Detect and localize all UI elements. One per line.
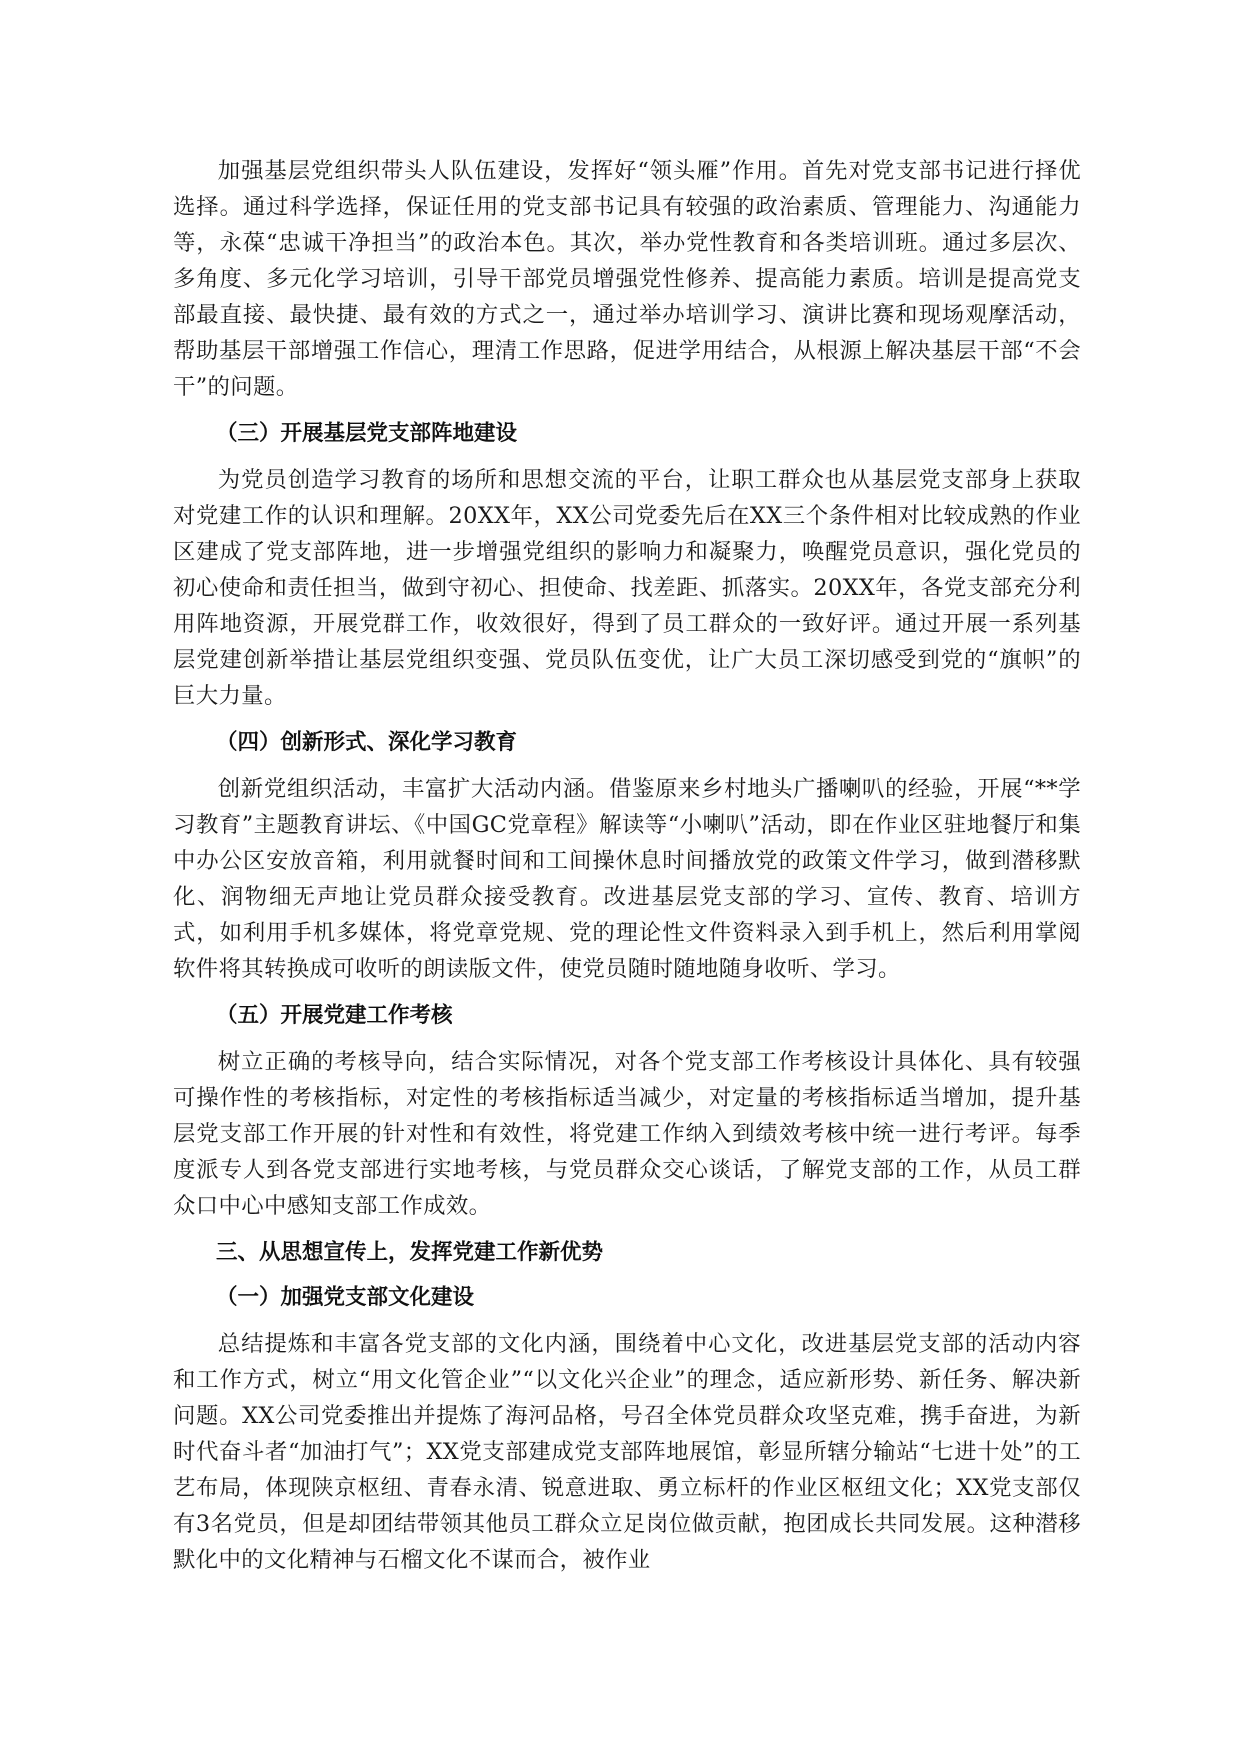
heading-party-assessment: （五）开展党建工作考核 — [216, 1003, 453, 1028]
section-heading-ideological-publicity: 三、从思想宣传上，发挥党建工作新优势 — [216, 1240, 604, 1265]
heading-culture-building: （一）加强党支部文化建设 — [216, 1285, 475, 1310]
document-body — [173, 153, 1081, 1584]
paragraph-position-building: 为党员创造学习教育的场所和思想交流的平台，让职工群众也从基层党支部身上获取对党建工作的认识和理解。20XX年，XX公司党委先后在XX三个条件相对比较成熟的作业区建成了党支部阵地，进一步增强党组织的影响力和凝聚力，唤醒党员意识，强化党员的初心使命和责任担当，做到守初心、担使命、找差距、抓落实。20XX年，各党支部充分利用阵地资源，开展党群工作，收效很好，得到了员工群众的一致好评。通过开展一系列基层党建创新举措让基层党组织变强、党员队伍变优，让广大员工深切感受到党的“旗帜”的巨大力量。 — [173, 467, 1081, 709]
paragraph-learning-education: 创新党组织活动，丰富扩大活动内涵。借鉴原来乡村地头广播喇叭的经验，开展“**学习教育”主题教育讲坛、《中国GC党章程》解读等“小喇叭”活动，即在作业区驻地餐厅和集中办公区安放音箱，利用就餐时间和工间操休息时间播放党的政策文件学习，做到潜移默化、润物细无声地让党员群众接受教育。改进基层党支部的学习、宣传、教育、培训方式，如利用手机多媒体，将党章党规、党的理论性文件资料录入到手机上，然后利用掌阅软件将其转换成可收听的朗读版文件，使党员随时随地随身收听、学习。 — [173, 776, 1081, 982]
paragraph-culture-building: 总结提炼和丰富各党支部的文化内涵，围绕着中心文化，改进基层党支部的活动内容和工作方式，树立“用文化管企业”“以文化兴企业”的理念，适应新形势、新任务、解决新问题。XX公司党委推出并提炼了海河品格，号召全体党员群众攻坚克难，携手奋进，为新时代奋斗者“加油打气”；XX党支部建成党支部阵地展馆，彰显所辖分输站“七进十处”的工艺布局，体现陕京枢纽、青春永清、锐意进取、勇立标杆的作业区枢纽文化；XX党支部仅有3名党员，但是却团结带领其他员工群众立足岗位做贡献，抱团成长共同发展。这种潜移默化中的文化精神与石榴文化不谋而合，被作业 — [173, 1331, 1081, 1573]
heading-learning-education: （四）创新形式、深化学习教育 — [216, 730, 518, 755]
paragraph-party-assessment: 树立正确的考核导向，结合实际情况，对各个党支部工作考核设计具体化、具有较强可操作性的考核指标，对定性的考核指标适当减少，对定量的考核指标适当增加，提升基层党支部工作开展的针对性和有效性，将党建工作纳入到绩效考核中统一进行考评。每季度派专人到各党支部进行实地考核，与党员群众交心谈话，了解党支部的工作，从员工群众口中心中感知支部工作成效。 — [173, 1049, 1081, 1219]
paragraph-leadership-team: 加强基层党组织带头人队伍建设，发挥好“领头雁”作用。首先对党支部书记进行择优选择。通过科学选择，保证任用的党支部书记具有较强的政治素质、管理能力、沟通能力等，永葆“忠诚干净担当”的政治本色。其次，举办党性教育和各类培训班。通过多层次、多角度、多元化学习培训，引导干部党员增强党性修养、提高能力素质。培训是提高党支部最直接、最快捷、最有效的方式之一，通过举办培训学习、演讲比赛和现场观摩活动，帮助基层干部增强工作信心，理清工作思路，促进学用结合，从根源上解决基层干部“不会干”的问题。 — [173, 158, 1081, 400]
heading-position-building: （三）开展基层党支部阵地建设 — [216, 421, 518, 446]
